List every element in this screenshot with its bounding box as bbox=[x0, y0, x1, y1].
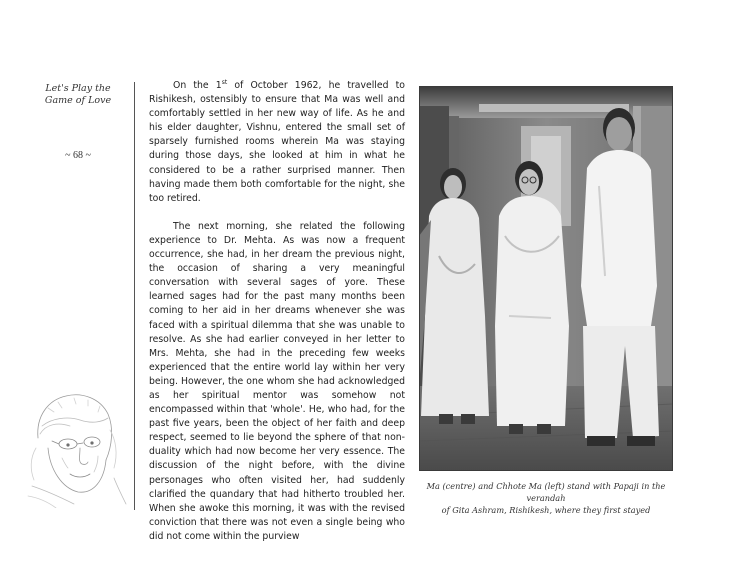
body-text bbox=[149, 79, 405, 544]
running-title bbox=[38, 83, 118, 107]
portrait-sketch-illustration bbox=[18, 378, 130, 508]
paragraph-1-rest: of October 1962, he travelled to Rishikesh, ostensibly to ensure that Ma was well and comfortably settled in her new way of life. As he and his elder daughter, Vishnu, entered the small set of sparsely furnished rooms wherein Ma was staying during those days, she looked at him in what he considered to be a rather surprised manner. Then having made them both comfortable for the night, she too retired. bbox=[149, 80, 405, 204]
photograph-illustration bbox=[419, 86, 673, 471]
photo-caption-line-2: of Gita Ashram, Rishikesh, where they first stayed bbox=[441, 505, 651, 515]
running-title-line-1: Let's Play the bbox=[45, 83, 111, 94]
paragraph-1 bbox=[149, 79, 405, 206]
column-divider bbox=[134, 82, 135, 510]
paragraph-1-start: On the 1 bbox=[173, 80, 222, 91]
ordinal-superscript: st bbox=[221, 79, 228, 86]
paragraph-2: The next morning, she related the following experience to Dr. Mehta. As was now a frequent occurrence, she had, in her dream the previous night, the occasion of sharing a very meaningful conversation with several sages of yore. These learned sages had for the past many months been coming to her aid in her dreams whenever she was faced with a spiritual dilemma that she was unable to resolve. As she had earlier conveyed in her letter to Mrs. Mehta, she had in the preceding few weeks experienced that the entire world lay within her very being. However, the one whom she had acknowledged as her spiritual mentor was somehow not encompassed within that 'whole'. He, who had, for the past five years, been the object of her faith and deep respect, seemed to lie beyond the sphere of that non-duality which had now become her very essence. The discussion of the night before, with the divine personages who often visited her, had suddenly clarified the quandary that had hitherto troubled her. When she awoke this morning, it was with the revised conviction that there was not even a single being who did not come within the purview bbox=[149, 220, 405, 542]
running-title-line-2: Game of Love bbox=[44, 95, 112, 106]
page-number: ~ 68 ~ bbox=[65, 150, 91, 161]
photo-caption-line-1: Ma (centre) and Chhote Ma (left) stand with Papaji in the verandah bbox=[426, 481, 666, 503]
photograph bbox=[419, 86, 673, 471]
photo-caption bbox=[414, 480, 678, 516]
